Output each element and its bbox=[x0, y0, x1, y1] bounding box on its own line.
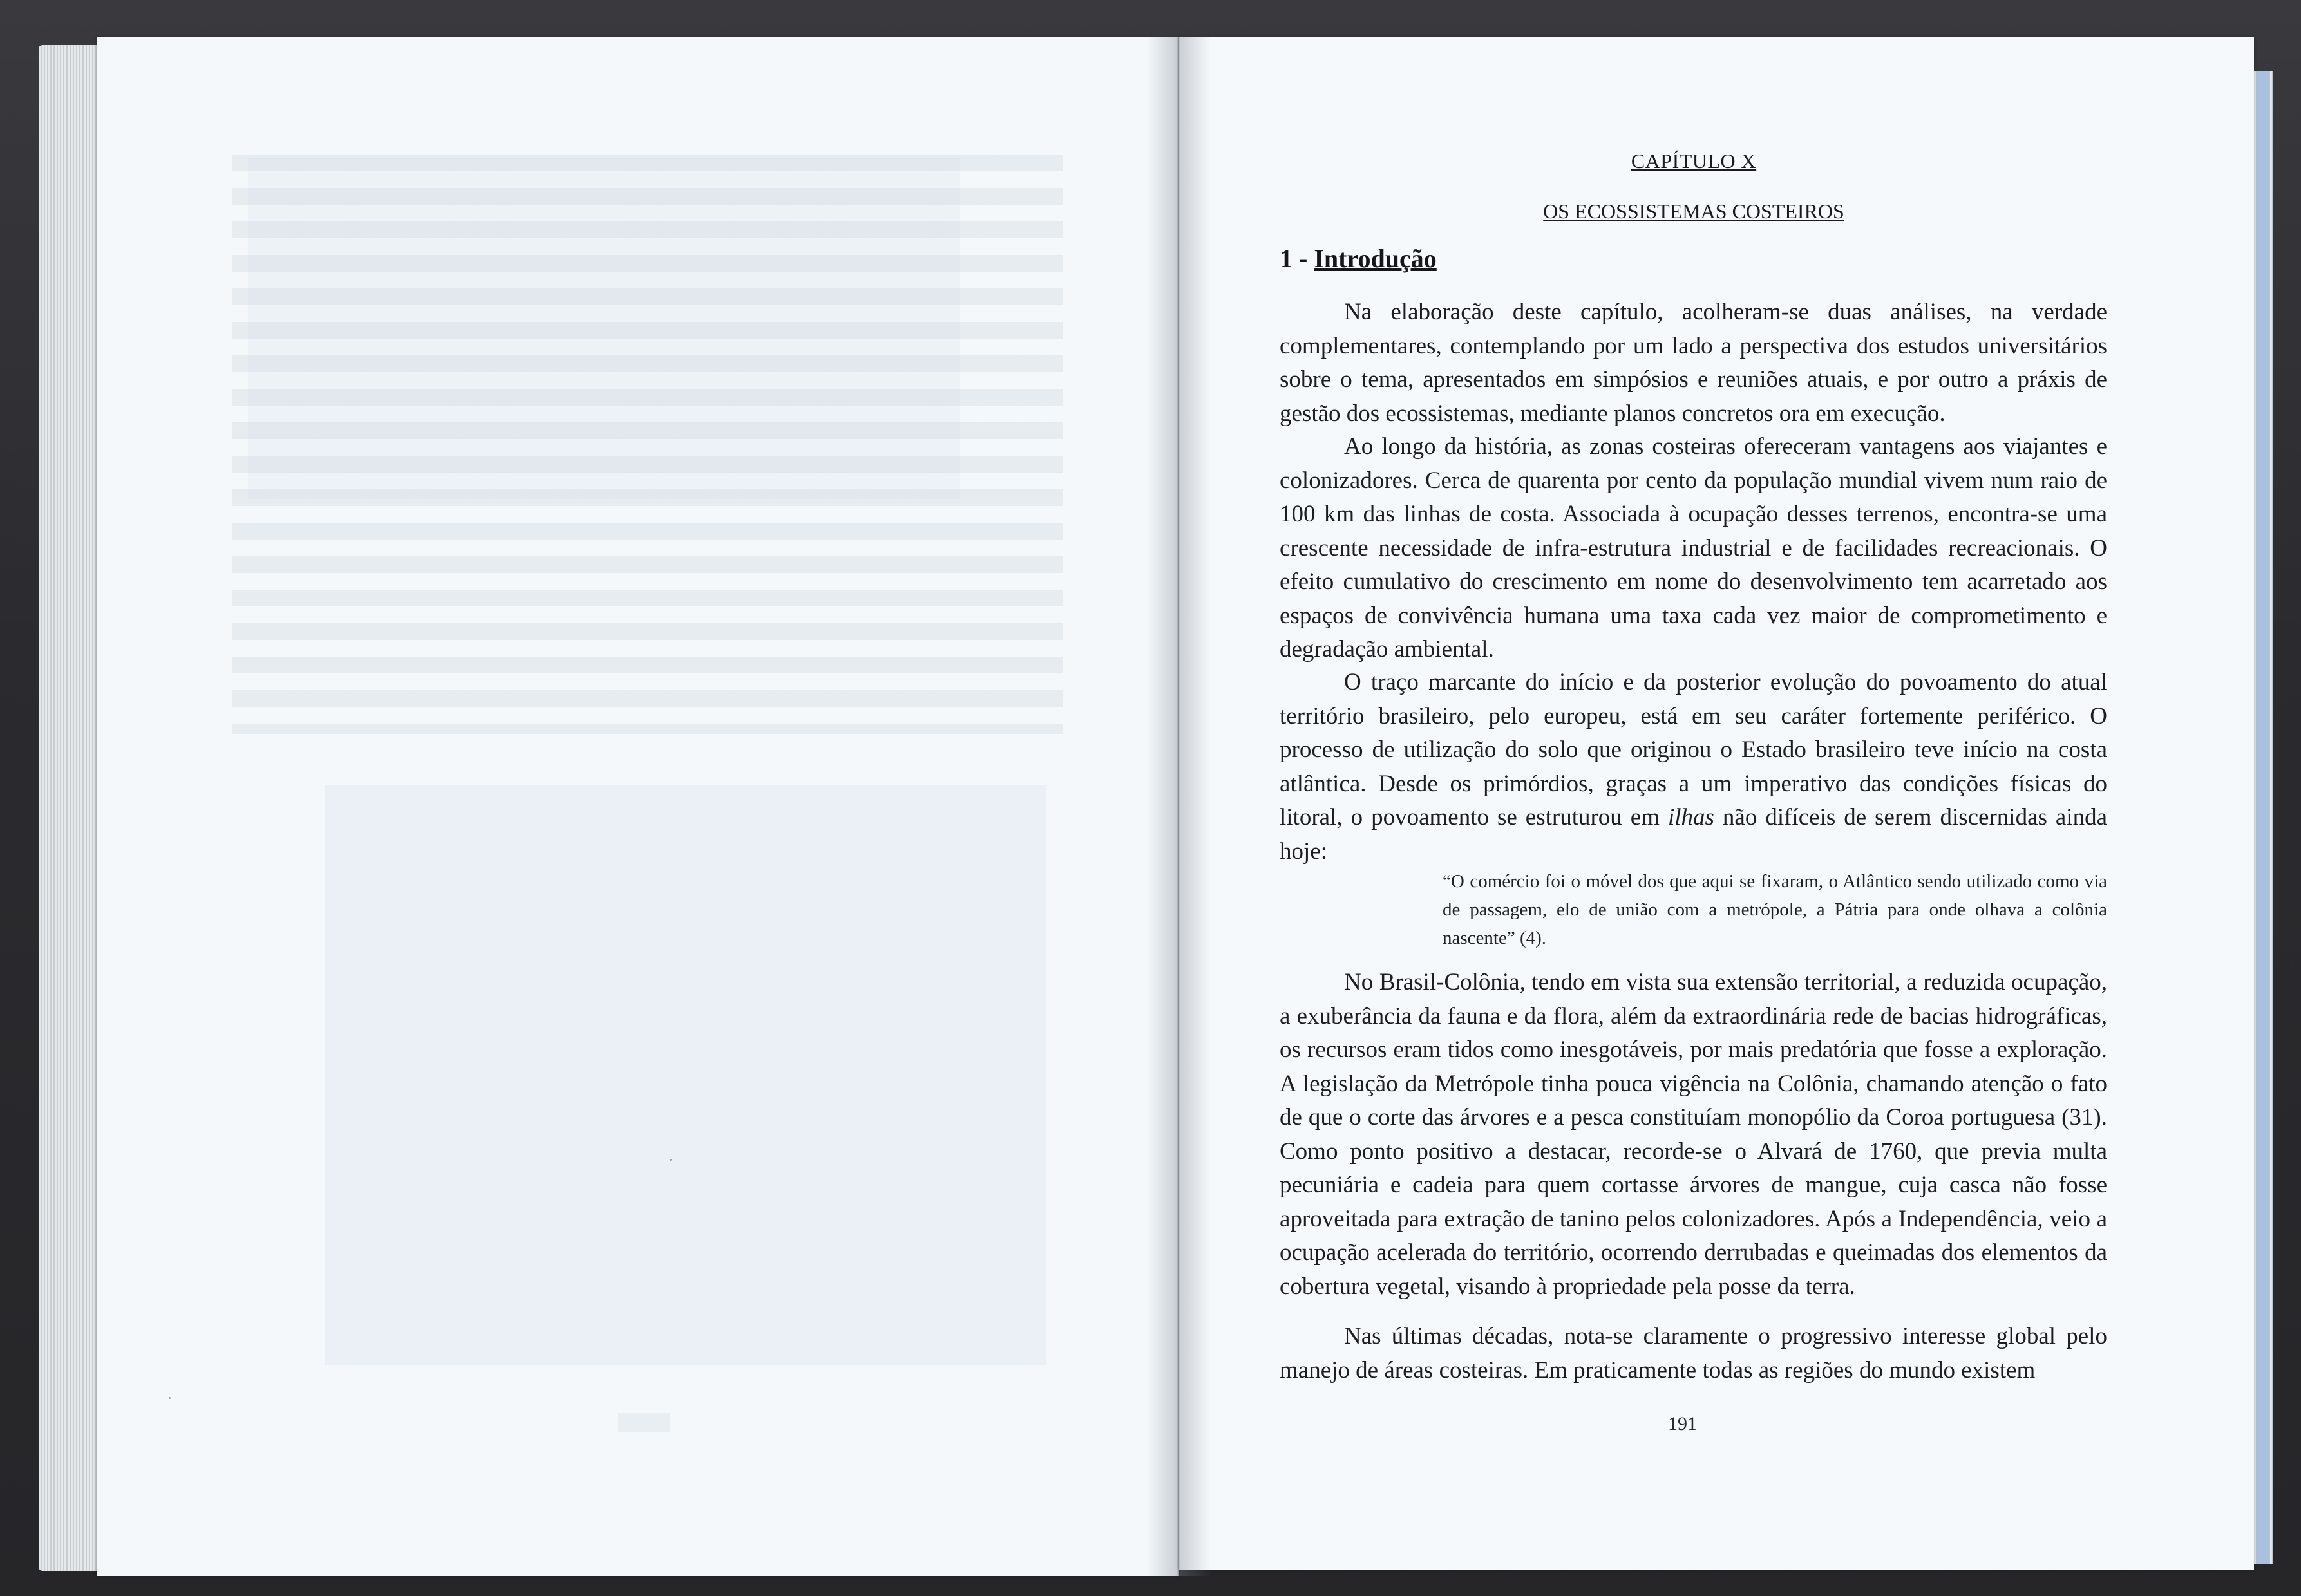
paragraph-2: Ao longo da história, as zonas costeiras ofereceram vantagens aos viajantes e colonizadores. Cerca de quarenta por cento da população mundial vivem num raio de 100 km das linhas de costa. Associada à ocupação desses terrenos, encontra-se uma crescente necessidade de infra-estrutura industrial e de facilidades recreacionais. O efeito cumulativo do crescimento em nome do desenvolvimento tem acarretado aos espaços de convivência humana uma taxa cada vez maior de comprometimento e degradação ambiental. bbox=[1280, 433, 2107, 662]
paper-speck bbox=[670, 1159, 672, 1161]
block-quote: “O comércio foi o móvel dos que aqui se fixaram, o Atlântico sendo utilizado como via de passagem, elo de união com a metrópole, a Pátria para onde olhava a colônia nascente” (4). bbox=[1443, 871, 2107, 948]
chapter-title: CAPÍTULO X bbox=[1631, 149, 1757, 173]
cover-edge-right bbox=[2257, 71, 2269, 1564]
paragraph-5: Nas últimas décadas, nota-se claramente o progressivo interesse global pelo manejo de áreas costeiras. Em praticamente todas as regiões do mundo existem bbox=[1280, 1323, 2107, 1384]
paragraph-3-italic: ilhas bbox=[1667, 804, 1714, 831]
section-heading bbox=[1280, 243, 1437, 274]
left-page-show-through-box bbox=[325, 785, 1046, 1365]
paragraph-3 bbox=[1280, 666, 2107, 868]
chapter-subtitle: OS ECOSSISTEMAS COSTEIROS bbox=[1543, 200, 1844, 223]
book-gutter bbox=[1146, 37, 1211, 1576]
paragraph-3-text-b: não difíceis de serem discernidas ainda hoje: bbox=[1280, 804, 2107, 865]
section-title: Introdução bbox=[1314, 244, 1437, 273]
section-number: 1 - bbox=[1280, 244, 1308, 273]
paragraph-1: Na elaboração deste capítulo, acolheram-se duas análises, na verdade complementares, contemplando por um lado a perspectiva dos estudos universitários sobre o tema, apresentados em simpósios e reuniões atuais, e por outro a práxis de gestão dos ecossistemas, mediante planos concretos ora em execução. bbox=[1280, 299, 2107, 427]
page-number: 191 bbox=[1668, 1413, 1697, 1434]
left-page-show-through-box-top bbox=[248, 158, 960, 499]
paragraph-3-text-a: O traço marcante do início e da posterior evolução do povoamento do atual território brasileiro, pelo europeu, está em seu caráter fortemente periférico. O processo de utilização do solo que originou o Estado brasileiro teve início na costa atlântica. Desde os primórdios, graças a um imperativo das condições físicas do litoral, o povoamento se estruturou em bbox=[1280, 669, 2107, 831]
paragraph-4: No Brasil-Colônia, tendo em vista sua extensão territorial, a reduzida ocupação, a exuberância da fauna e da flora, além da extraordinária rede de bacias hidrográficas, os recursos eram tidos como inesgotáveis, por mais predatória que fosse a exploração. A legislação da Metrópole tinha pouca vigência na Colônia, chamando atenção o fato de que o corte das árvores e a pesca constituíam monopólio da Coroa portuguesa (31). Como ponto positivo a destacar, recorde-se o Alvará de 1760, que previa multa pecuniária e cadeia para quem cortasse árvores de mangue, cuja casca não fosse aproveitada para extração de tanino pelos colonizadores. Após a Independência, veio a ocupação acelerada do território, ocorrendo derrubadas e queimadas dos elementos da cobertura vegetal, visando à propriedade pela posse da terra. bbox=[1280, 969, 2107, 1300]
paper-speck bbox=[169, 1397, 171, 1399]
left-page-show-through-folio bbox=[618, 1413, 670, 1432]
